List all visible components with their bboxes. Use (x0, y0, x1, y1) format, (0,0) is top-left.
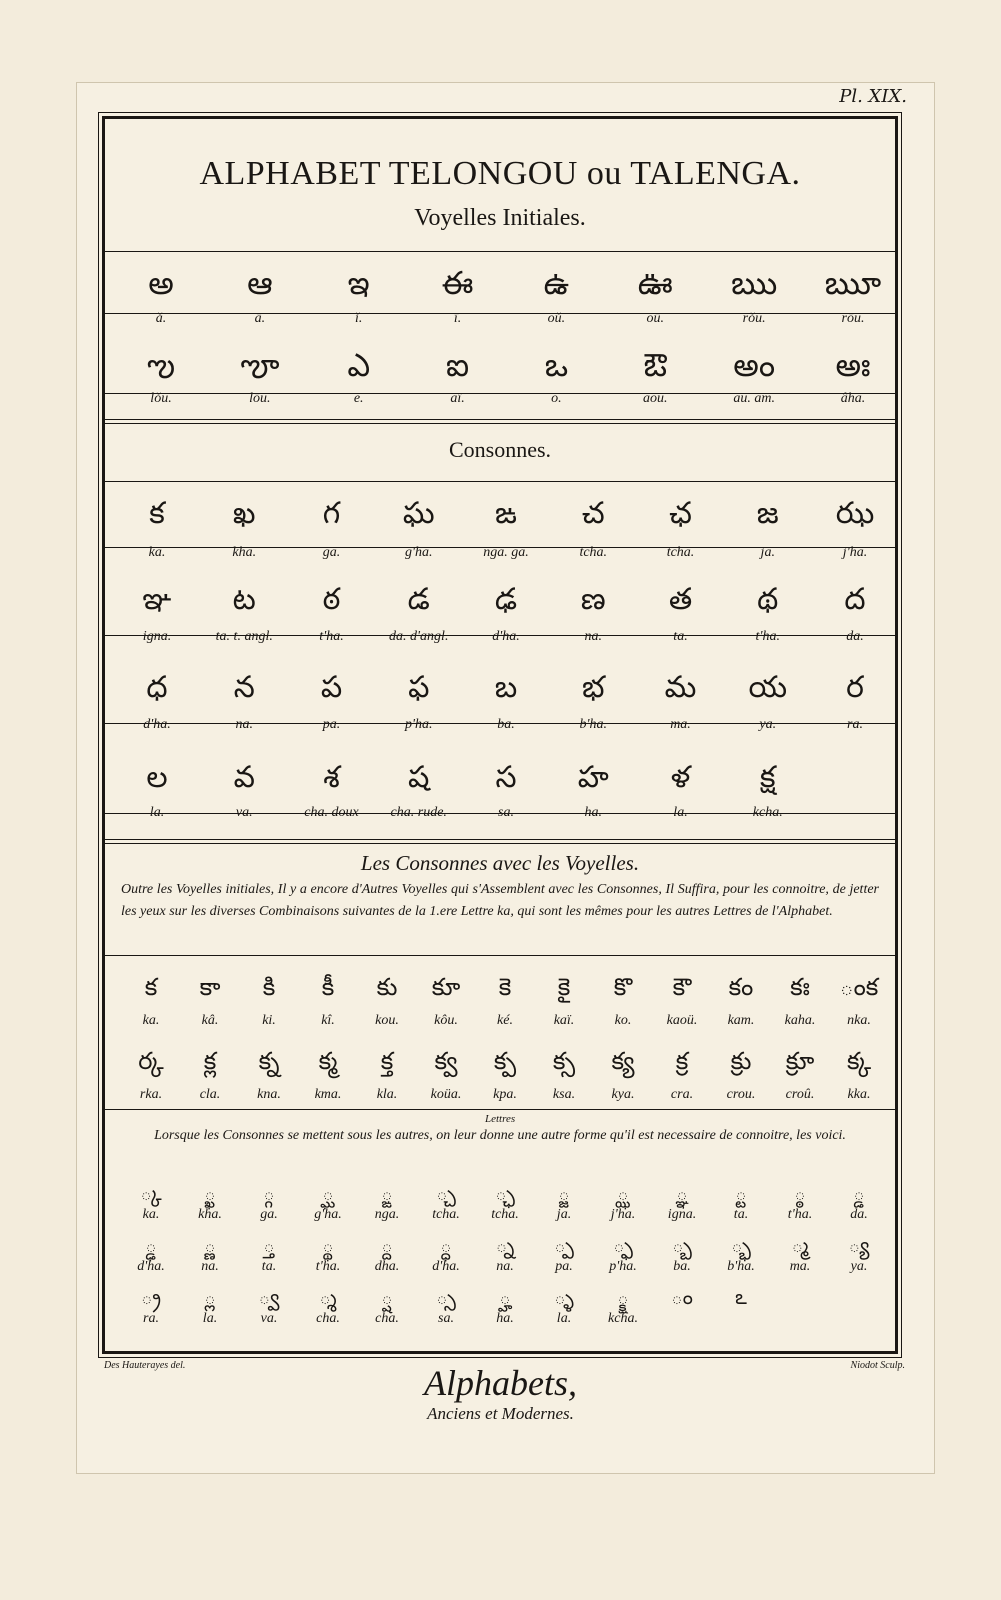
letter-label: d'ha. (143, 717, 171, 732)
letter-label: kna. (257, 1087, 281, 1102)
letter-glyph: ్ష (381, 1285, 393, 1309)
letter-label: g'ha. (314, 1207, 342, 1222)
letter-glyph: కా (199, 973, 221, 1001)
letter-label: ra. (847, 717, 863, 732)
letter-label: p'ha. (609, 1259, 637, 1274)
letter-glyph: కు (376, 973, 398, 1001)
letter-glyph: త (668, 582, 693, 617)
letter-glyph: మ (664, 670, 697, 705)
footer-title: Alphabets, (424, 1363, 577, 1403)
letter-label: kma. (314, 1087, 342, 1102)
letter-label: na. (496, 1259, 514, 1274)
letter-label: kpa. (493, 1087, 517, 1102)
letter-glyph: కొ (613, 973, 633, 1001)
divider (105, 547, 895, 548)
letter-label: b'ha. (727, 1259, 755, 1274)
letter-glyph: క్య (611, 1047, 635, 1075)
letter-glyph: కః (790, 973, 810, 1001)
letter-glyph: ్డ (853, 1181, 865, 1205)
letter-glyph: క (149, 496, 165, 531)
letter-label: âha. (840, 391, 866, 406)
letter-glyph: క్క (846, 1047, 872, 1075)
letter-label: nka. (847, 1013, 871, 1028)
divider (105, 1109, 895, 1110)
letter-glyph: క్స (552, 1047, 576, 1075)
plate-frame (102, 116, 898, 1354)
letter-label: ka. (142, 1013, 160, 1028)
letter-glyph: ఌ (146, 346, 176, 384)
letter-glyph: ఔ (643, 346, 667, 384)
letter-label: lōu. (249, 391, 271, 406)
letter-label: tcha. (579, 545, 608, 560)
letter-label: ĭ. (355, 311, 363, 326)
letter-label: ja. (760, 545, 775, 560)
letter-glyph: క్త (380, 1047, 394, 1075)
letter-label: kka. (847, 1087, 871, 1102)
divider (105, 313, 895, 314)
letter-glyph: ఆ (247, 264, 273, 302)
letter-glyph: ్ఖ (204, 1181, 216, 1205)
letter-glyph: గ (322, 496, 341, 531)
letter-label: croû. (785, 1087, 815, 1102)
letter-glyph: ఈ (441, 264, 474, 302)
letter-label: ka. (142, 1207, 160, 1222)
divider (105, 635, 895, 636)
letter-glyph: ్య (848, 1233, 870, 1257)
letter-glyph: ప (320, 670, 343, 705)
letter-label: la. (556, 1311, 572, 1326)
letter-glyph: న (233, 670, 255, 705)
letter-glyph: ట (232, 582, 256, 617)
double-divider (105, 419, 895, 424)
letter-glyph: కీ (321, 973, 335, 1001)
letter-glyph: ్ఞ (676, 1181, 688, 1205)
divider (105, 955, 895, 956)
letter-glyph: ఖ (232, 496, 256, 531)
letter-label: da. d'angl. (389, 629, 449, 644)
letter-label: aou. (643, 391, 668, 406)
letter-glyph: ద (844, 582, 866, 617)
letter-glyph: ఫ (408, 670, 430, 705)
credit-draughtsman: Des Hauterayes del. (104, 1360, 186, 1371)
letter-glyph: ఘ (402, 496, 435, 531)
letter-glyph: క్ష (759, 760, 776, 795)
letter-glyph: ం (671, 1285, 693, 1309)
letter-label: la. (202, 1311, 218, 1326)
letter-label: na. (201, 1259, 219, 1274)
letter-label: ksa. (552, 1087, 576, 1102)
letter-label: rōu. (841, 311, 865, 326)
letter-glyph: ఢ (494, 582, 518, 617)
letter-glyph: ్శ (319, 1285, 337, 1309)
consonants-heading: Consonnes. (448, 437, 552, 462)
letter-glyph: ౠ (824, 264, 882, 302)
letter-label: kaï. (553, 1013, 575, 1028)
letter-glyph: ఎ (347, 346, 371, 384)
letter-label: cha. (375, 1311, 399, 1326)
letter-label: ta. (733, 1207, 749, 1222)
letter-label: e. (353, 391, 364, 406)
letter-label: ta. t. angl. (215, 629, 273, 644)
letter-glyph: ౡ (240, 346, 280, 384)
letter-glyph: క్వ (434, 1047, 458, 1075)
letter-label: ta. (261, 1259, 277, 1274)
letters-small-heading: Lettres (485, 1113, 516, 1125)
letter-label: ta. (673, 629, 688, 644)
letter-glyph: ్హ (499, 1285, 511, 1309)
letter-label: t'ha. (755, 629, 780, 644)
letter-label: crou. (726, 1087, 756, 1102)
letter-label: kam. (727, 1013, 755, 1028)
letter-glyph: ్న (495, 1233, 515, 1257)
letter-glyph: క (144, 973, 158, 1001)
letter-glyph: అ (148, 264, 174, 302)
letter-label: kha. (232, 545, 257, 560)
letter-glyph: ్ళ (554, 1285, 574, 1309)
letter-glyph: ్థ (322, 1233, 334, 1257)
letter-label: b'ha. (579, 717, 607, 732)
letter-glyph: ఝ (835, 496, 875, 531)
letter-label: ja. (556, 1207, 572, 1222)
letter-glyph: ఋ (731, 264, 778, 302)
letter-label: na. (584, 629, 602, 644)
letter-label: cla. (199, 1087, 221, 1102)
letter-glyph: ్త (263, 1233, 275, 1257)
letter-glyph: క్ర (675, 1047, 689, 1075)
letter-label: cha. (316, 1311, 340, 1326)
divider (105, 393, 895, 394)
letter-label: ki. (262, 1013, 276, 1028)
letter-glyph: ఐ (445, 346, 470, 384)
letter-glyph: య (748, 670, 788, 705)
letter-label: igna. (142, 629, 172, 644)
letter-glyph: చ (581, 496, 605, 531)
letter-label: kou. (375, 1013, 399, 1028)
letter-glyph: ళ (670, 760, 691, 795)
letter-glyph: క్న (258, 1047, 280, 1075)
letter-label: ga. (260, 1207, 278, 1222)
letter-label: pa. (555, 1259, 573, 1274)
letter-glyph: ్క్ష (617, 1285, 629, 1309)
letter-label: ra. (143, 1311, 159, 1326)
letter-label: ha. (584, 805, 602, 820)
letter-glyph: క్మ (318, 1047, 338, 1075)
letter-glyph: ్వ (258, 1285, 280, 1309)
letter-glyph: ష (408, 760, 430, 795)
letter-glyph: ్ల (204, 1285, 216, 1309)
letter-glyph: క్ల (203, 1047, 217, 1075)
letter-label: ma. (670, 717, 691, 732)
letter-glyph: ్ఝ (617, 1181, 629, 1205)
letter-label: va. (260, 1311, 278, 1326)
letter-glyph: క్రూ (785, 1047, 815, 1075)
letter-label: oū. (646, 311, 665, 326)
letter-label: g'ha. (405, 545, 433, 560)
letter-glyph: క్ప (493, 1047, 517, 1075)
subscripts-text: Lorsque les Consonnes se mettent sous les autres, on leur donne une autre forme qu'il est necessaire de connoitre, les voici. (154, 1128, 846, 1143)
letter-label: nga. ga. (483, 545, 529, 560)
letter-label: ă. (155, 311, 167, 326)
letter-label: au. am. (733, 391, 775, 406)
letter-glyph: ఠ (322, 582, 341, 617)
letter-glyph: ్స (436, 1285, 456, 1309)
letter-label: rŏu. (742, 311, 766, 326)
letter-label: p'ha. (405, 717, 433, 732)
letter-glyph: ఉ (543, 264, 570, 302)
letter-label: aï. (450, 391, 465, 406)
letter-label: kâ. (201, 1013, 219, 1028)
letter-label: tcha. (666, 545, 695, 560)
letter-glyph: ్ఢ (145, 1233, 157, 1257)
letter-glyph: జ (756, 496, 779, 531)
letter-label: kcha. (608, 1311, 638, 1326)
letter-label: rka. (139, 1087, 163, 1102)
letter-label: ya. (850, 1259, 868, 1274)
letter-glyph: ్జ (558, 1181, 570, 1205)
letter-glyph: ధ (146, 670, 168, 705)
letter-glyph: ఽ (735, 1285, 747, 1309)
letter-glyph: ఙ (495, 496, 517, 531)
letter-label: t'ha. (319, 629, 344, 644)
letter-label: d'ha. (432, 1259, 460, 1274)
double-divider (105, 839, 895, 844)
letter-glyph: ్భ (731, 1233, 751, 1257)
letter-glyph: కం (728, 973, 754, 1001)
letter-label: pa. (322, 717, 341, 732)
letter-glyph: వ (233, 760, 255, 795)
letter-label: ka. (148, 545, 166, 560)
letter-glyph: థ (757, 582, 779, 617)
letter-glyph: ్ణ (204, 1233, 216, 1257)
letter-label: t'ha. (315, 1259, 341, 1274)
letter-glyph: కూ (431, 973, 461, 1001)
letter-label: d'ha. (137, 1259, 165, 1274)
letter-label: va. (235, 805, 253, 820)
letter-label: kla. (376, 1087, 398, 1102)
letter-glyph: ్ఘ (322, 1181, 334, 1205)
letter-glyph: స (495, 760, 517, 795)
letter-glyph: ఞ (142, 582, 172, 617)
letter-label: ko. (614, 1013, 632, 1028)
letter-label: kî. (321, 1013, 335, 1028)
letter-glyph: ్ద (381, 1233, 393, 1257)
letter-glyph: ్ప (554, 1233, 574, 1257)
letter-label: kaha. (784, 1013, 816, 1028)
letter-glyph: ఊ (637, 264, 673, 302)
letter-glyph: హ (577, 760, 609, 795)
letter-label: kha. (198, 1207, 222, 1222)
letter-glyph: ర (846, 670, 864, 705)
letter-label: da. (846, 629, 864, 644)
letter-label: oŭ. (547, 311, 566, 326)
letter-label: o. (551, 391, 562, 406)
letter-label: cha. rude. (390, 805, 447, 820)
letter-glyph: ్ఛ (495, 1181, 515, 1205)
letter-glyph: ్ట (735, 1181, 747, 1205)
letter-glyph: క్రు (730, 1047, 752, 1075)
letter-label: j'ha. (610, 1207, 636, 1222)
letter-glyph: ఇ (347, 264, 370, 302)
combinations-text: Outre les Voyelles initiales, Il y a encore d'Autres Voyelles qui s'Assemblent avec les Consonnes, Il Suffira, pour les connoitre, de jetter les yeux sur les diverses Combinaisons suivantes de la 1.ere Lettre ka, qui sont les mêmes pour les autres Lettres de l'Alphabet. (121, 882, 879, 919)
letter-glyph: ్మ (791, 1233, 809, 1257)
letter-glyph: బ (494, 670, 518, 705)
letter-glyph: ్బ (672, 1233, 692, 1257)
letter-glyph: శ (323, 760, 340, 795)
letter-label: ga. (322, 545, 341, 560)
letter-label: na. (235, 717, 253, 732)
letter-glyph: ్ఫ (613, 1233, 633, 1257)
letter-label: t'ha. (787, 1207, 813, 1222)
letter-glyph: ర్క (138, 1047, 164, 1075)
letter-label: ma. (789, 1259, 811, 1274)
letter-glyph: కై (557, 973, 571, 1001)
divider (105, 813, 895, 814)
letter-label: ba. (497, 717, 515, 732)
letter-label: tcha. (491, 1207, 519, 1222)
divider (105, 481, 895, 482)
letter-label: nga. (374, 1207, 400, 1222)
letter-label: ha. (496, 1311, 514, 1326)
letter-label: kôu. (434, 1013, 458, 1028)
combinations-heading: Les Consonnes avec les Voyelles. (360, 851, 640, 875)
letter-glyph: భ (582, 670, 605, 705)
letter-glyph: కె (498, 973, 512, 1001)
letter-label: la. (673, 805, 688, 820)
letter-glyph: ఛ (669, 496, 692, 531)
letter-label: lŏu. (150, 391, 172, 406)
plate-number: Pl. XIX. (839, 86, 907, 107)
letter-label: koüa. (430, 1087, 462, 1102)
letter-label: d'ha. (492, 629, 520, 644)
letter-glyph: ్ఙ (381, 1181, 393, 1205)
letter-glyph: కి (262, 973, 276, 1001)
divider (105, 723, 895, 724)
letter-label: kcha. (752, 805, 783, 820)
letter-label: j'ha. (842, 545, 868, 560)
vowels-heading: Voyelles Initiales. (414, 205, 586, 231)
letter-label: tcha. (432, 1207, 460, 1222)
divider (105, 251, 895, 252)
letter-label: kya. (611, 1087, 635, 1102)
credit-engraver: Niodot Sculp. (850, 1360, 905, 1371)
page-title: ALPHABET TELONGOU ou TALENGA. (199, 155, 801, 192)
letter-glyph: ్ఠ (794, 1181, 806, 1205)
letter-glyph: డ (407, 582, 430, 617)
letter-label: ya. (759, 717, 777, 732)
letter-label: sa. (498, 805, 514, 820)
letter-label: ā. (254, 311, 266, 326)
letter-glyph: ్చ (436, 1181, 456, 1205)
letter-glyph: ్ర (141, 1285, 161, 1309)
letter-glyph: ంక (839, 973, 879, 1001)
letter-glyph: ణ (580, 582, 606, 617)
letter-label: igna. (667, 1207, 697, 1222)
footer-subtitle: Anciens et Modernes. (427, 1404, 574, 1423)
letter-label: cra. (670, 1087, 694, 1102)
letter-glyph: కౌ (672, 973, 692, 1001)
letter-label: ī. (453, 311, 462, 326)
letter-glyph: ్క (140, 1181, 162, 1205)
letter-glyph: అః (835, 346, 871, 384)
letter-label: ké. (497, 1013, 513, 1028)
letter-label: da. (850, 1207, 868, 1222)
letter-label: la. (149, 805, 165, 820)
letter-label: cha. doux (304, 805, 359, 820)
letter-label: ba. (673, 1259, 691, 1274)
letter-label: sa. (438, 1311, 454, 1326)
letter-label: kaoü. (666, 1013, 698, 1028)
letter-glyph: ్ధ (440, 1233, 452, 1257)
letter-label: dha. (374, 1259, 400, 1274)
letter-glyph: ఒ (544, 346, 569, 384)
letter-glyph: ల (146, 760, 168, 795)
letter-glyph: ్గ (263, 1181, 275, 1205)
letter-glyph: అం (733, 346, 776, 384)
